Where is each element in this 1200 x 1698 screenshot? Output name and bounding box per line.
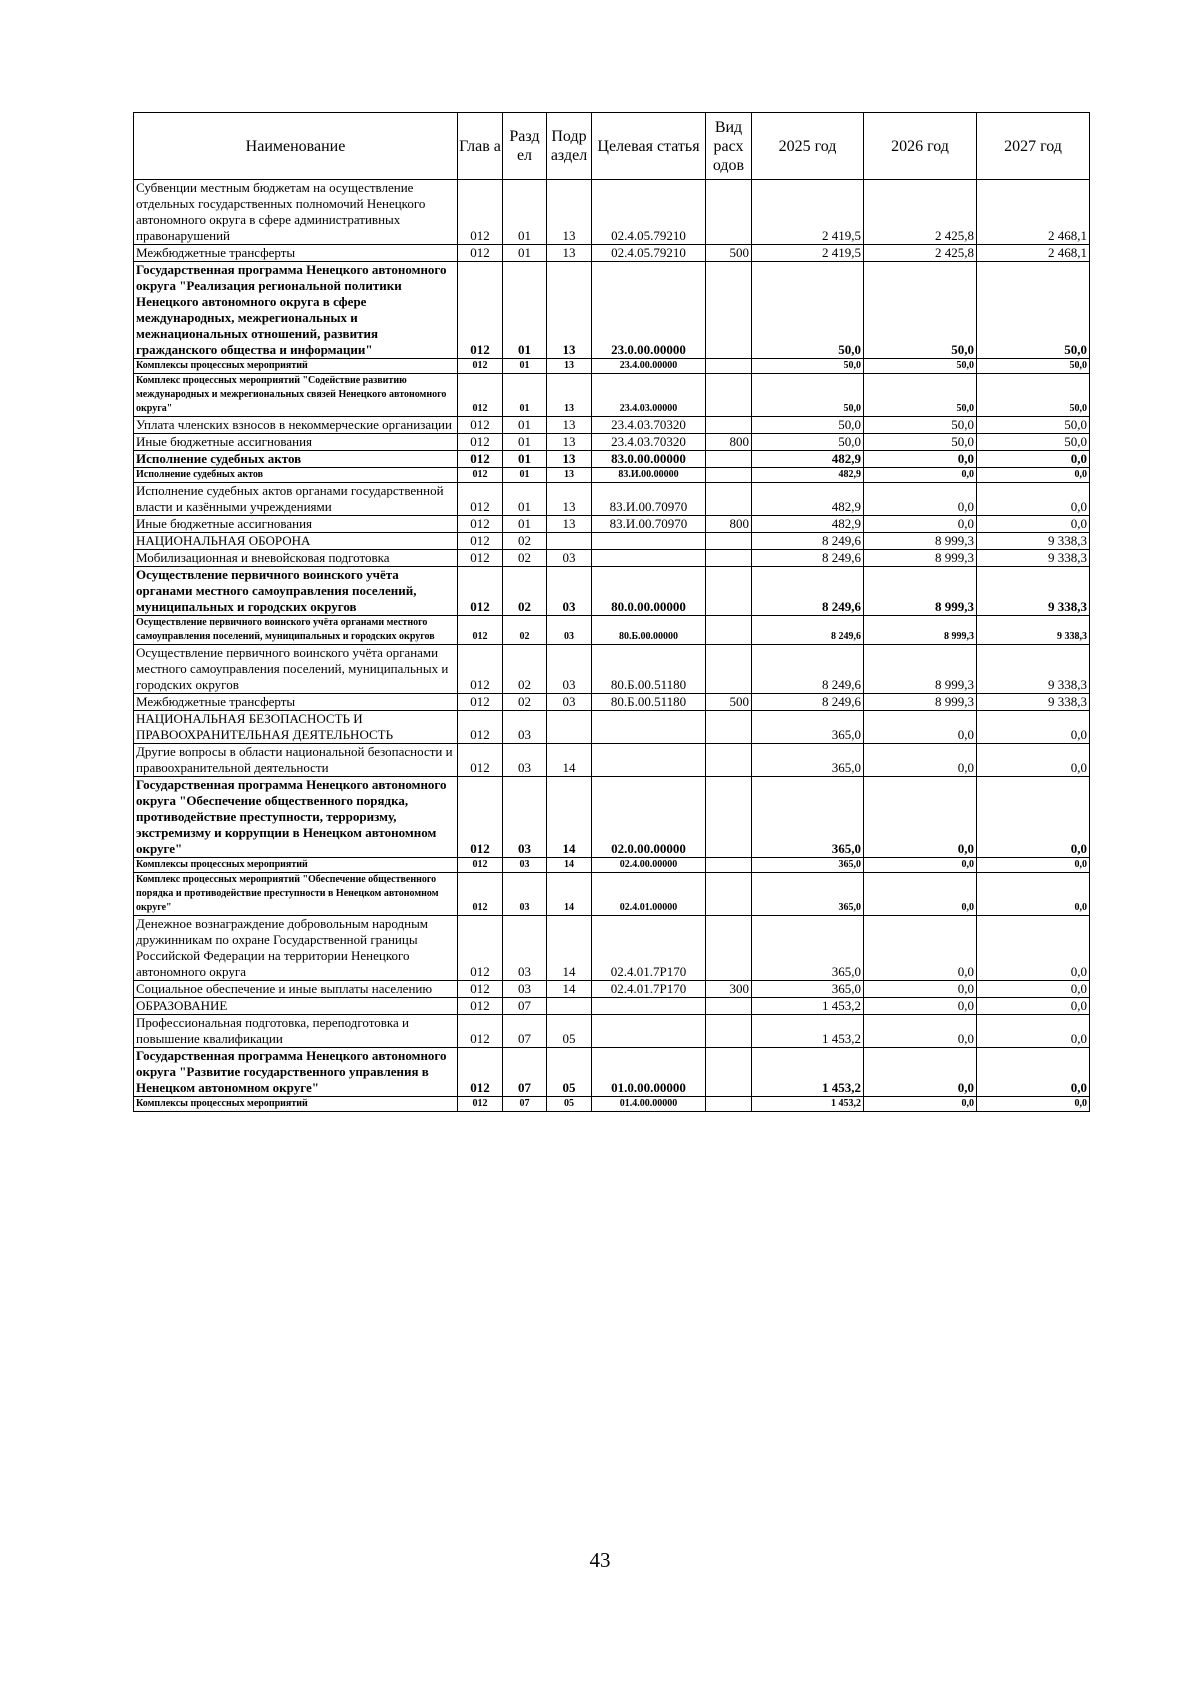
row-2026: 50,0 [864, 374, 977, 417]
row-2027: 0,0 [977, 1097, 1090, 1112]
row-2027: 0,0 [977, 981, 1090, 998]
row-2025: 365,0 [752, 711, 864, 744]
row-podrazdel [547, 998, 592, 1015]
table-row [134, 550, 1090, 567]
header-2026: 2026 год [864, 113, 977, 180]
row-razdel: 07 [503, 1015, 547, 1048]
row-2027: 9 338,3 [977, 694, 1090, 711]
row-razdel: 03 [503, 858, 547, 873]
row-2025: 8 249,6 [752, 567, 864, 616]
row-podrazdel: 03 [547, 645, 592, 694]
row-expense-type: 800 [706, 516, 752, 533]
row-expense-type: 500 [706, 245, 752, 262]
row-2026: 0,0 [864, 483, 977, 516]
row-razdel: 07 [503, 1048, 547, 1097]
row-2027: 0,0 [977, 1048, 1090, 1097]
row-podrazdel [547, 533, 592, 550]
row-razdel: 03 [503, 777, 547, 858]
row-2027: 9 338,3 [977, 645, 1090, 694]
row-razdel: 01 [503, 468, 547, 483]
row-name: Межбюджетные трансферты [134, 694, 458, 711]
row-podrazdel: 03 [547, 550, 592, 567]
row-expense-type [706, 359, 752, 374]
row-target-article: 02.4.01.7Р170 [592, 916, 706, 981]
row-2025: 8 249,6 [752, 533, 864, 550]
row-razdel: 03 [503, 873, 547, 916]
row-name: Уплата членских взносов в некоммерческие организации [134, 417, 458, 434]
row-target-article: 83.И.00.70970 [592, 483, 706, 516]
row-podrazdel: 03 [547, 616, 592, 645]
table-row [134, 434, 1090, 451]
row-glava: 012 [458, 645, 503, 694]
row-name: Государственная программа Ненецкого автономного округа "Развитие государственного управления в Ненецком автономном округе" [134, 1048, 458, 1097]
row-razdel: 01 [503, 451, 547, 468]
row-expense-type [706, 180, 752, 245]
table-row [134, 1048, 1090, 1097]
row-2026: 8 999,3 [864, 533, 977, 550]
row-2027: 0,0 [977, 873, 1090, 916]
row-target-article: 23.4.03.70320 [592, 434, 706, 451]
row-target-article: 02.4.00.00000 [592, 858, 706, 873]
row-2026: 0,0 [864, 777, 977, 858]
row-2026: 50,0 [864, 262, 977, 359]
table-row [134, 483, 1090, 516]
row-2027: 0,0 [977, 516, 1090, 533]
row-target-article: 83.И.00.70970 [592, 516, 706, 533]
row-name: Другие вопросы в области национальной безопасности и правоохранительной деятельности [134, 744, 458, 777]
row-glava: 012 [458, 468, 503, 483]
row-target-article: 23.4.03.00000 [592, 374, 706, 417]
row-name: Государственная программа Ненецкого автономного округа "Реализация региональной политики Ненецкого автономного округа в сфере международных, межрегиональных и межнациональных отношений, развития гражданского общества и информации" [134, 262, 458, 359]
row-glava: 012 [458, 711, 503, 744]
row-expense-type [706, 483, 752, 516]
row-name: Государственная программа Ненецкого автономного округа "Обеспечение общественного порядка, противодействие преступности, терроризму, экстремизму и коррупции в Ненецком автономном округе" [134, 777, 458, 858]
row-2027: 0,0 [977, 451, 1090, 468]
row-razdel: 01 [503, 359, 547, 374]
row-2026: 8 999,3 [864, 694, 977, 711]
table-row [134, 262, 1090, 359]
row-razdel: 01 [503, 516, 547, 533]
row-podrazdel: 14 [547, 744, 592, 777]
row-2026: 8 999,3 [864, 567, 977, 616]
row-expense-type: 500 [706, 694, 752, 711]
header-podrazdel: Подр аздел [547, 113, 592, 180]
page-number: 43 [589, 1548, 611, 1572]
row-glava: 012 [458, 451, 503, 468]
row-2025: 365,0 [752, 777, 864, 858]
budget-sheet [133, 112, 1089, 1112]
row-expense-type [706, 417, 752, 434]
row-2025: 365,0 [752, 744, 864, 777]
row-2027: 0,0 [977, 998, 1090, 1015]
table-row [134, 245, 1090, 262]
row-glava: 012 [458, 483, 503, 516]
row-name: ОБРАЗОВАНИЕ [134, 998, 458, 1015]
row-2025: 1 453,2 [752, 998, 864, 1015]
row-2026: 0,0 [864, 873, 977, 916]
row-2027: 50,0 [977, 417, 1090, 434]
row-2026: 0,0 [864, 981, 977, 998]
row-2027: 50,0 [977, 262, 1090, 359]
row-glava: 012 [458, 417, 503, 434]
row-podrazdel: 14 [547, 777, 592, 858]
row-2026: 2 425,8 [864, 245, 977, 262]
row-2027: 0,0 [977, 468, 1090, 483]
row-expense-type [706, 374, 752, 417]
row-target-article: 01.0.00.00000 [592, 1048, 706, 1097]
header-razdel: Разд ел [503, 113, 547, 180]
row-2025: 365,0 [752, 858, 864, 873]
row-podrazdel: 13 [547, 374, 592, 417]
table-row [134, 744, 1090, 777]
row-expense-type [706, 1097, 752, 1112]
row-2027: 0,0 [977, 777, 1090, 858]
row-expense-type [706, 858, 752, 873]
row-2025: 50,0 [752, 417, 864, 434]
row-2026: 0,0 [864, 858, 977, 873]
row-glava: 012 [458, 777, 503, 858]
table-row [134, 998, 1090, 1015]
row-2026: 0,0 [864, 1048, 977, 1097]
row-podrazdel: 13 [547, 468, 592, 483]
row-2027: 9 338,3 [977, 550, 1090, 567]
header-2027: 2027 год [977, 113, 1090, 180]
header-target-article: Целевая статья [592, 113, 706, 180]
row-podrazdel: 14 [547, 873, 592, 916]
row-expense-type [706, 916, 752, 981]
table-row [134, 451, 1090, 468]
row-target-article: 01.4.00.00000 [592, 1097, 706, 1112]
row-podrazdel: 13 [547, 180, 592, 245]
row-podrazdel: 13 [547, 451, 592, 468]
row-podrazdel: 05 [547, 1015, 592, 1048]
header-expense-type: Вид расх одов [706, 113, 752, 180]
table-row [134, 516, 1090, 533]
row-razdel: 01 [503, 262, 547, 359]
row-name: Комплексы процессных мероприятий [134, 858, 458, 873]
table-row [134, 359, 1090, 374]
row-2027: 0,0 [977, 744, 1090, 777]
row-podrazdel: 03 [547, 694, 592, 711]
row-name: Иные бюджетные ассигнования [134, 434, 458, 451]
row-expense-type [706, 645, 752, 694]
row-2025: 8 249,6 [752, 550, 864, 567]
row-name: Исполнение судебных актов органами государственной власти и казёнными учреждениями [134, 483, 458, 516]
row-razdel: 03 [503, 744, 547, 777]
row-2027: 50,0 [977, 374, 1090, 417]
row-glava: 012 [458, 858, 503, 873]
row-target-article: 02.4.01.7Р170 [592, 981, 706, 998]
row-2027: 50,0 [977, 359, 1090, 374]
budget-table [133, 112, 1090, 1112]
row-podrazdel: 14 [547, 981, 592, 998]
row-expense-type [706, 744, 752, 777]
table-row [134, 1015, 1090, 1048]
row-name: Комплексы процессных мероприятий [134, 1097, 458, 1112]
row-2025: 2 419,5 [752, 245, 864, 262]
row-razdel: 03 [503, 711, 547, 744]
row-2027: 0,0 [977, 858, 1090, 873]
row-name: Комплексы процессных мероприятий [134, 359, 458, 374]
row-razdel: 03 [503, 916, 547, 981]
row-2025: 1 453,2 [752, 1097, 864, 1112]
row-target-article: 02.4.01.00000 [592, 873, 706, 916]
row-2025: 8 249,6 [752, 645, 864, 694]
row-2026: 0,0 [864, 711, 977, 744]
table-row [134, 1097, 1090, 1112]
row-razdel: 02 [503, 567, 547, 616]
row-2025: 8 249,6 [752, 694, 864, 711]
table-body [134, 180, 1090, 1112]
row-expense-type [706, 616, 752, 645]
row-2026: 50,0 [864, 359, 977, 374]
row-name: НАЦИОНАЛЬНАЯ БЕЗОПАСНОСТЬ И ПРАВООХРАНИТЕЛЬНАЯ ДЕЯТЕЛЬНОСТЬ [134, 711, 458, 744]
row-2025: 1 453,2 [752, 1048, 864, 1097]
row-name: Социальное обеспечение и иные выплаты населению [134, 981, 458, 998]
row-2026: 8 999,3 [864, 550, 977, 567]
row-2026: 0,0 [864, 998, 977, 1015]
row-razdel: 01 [503, 180, 547, 245]
row-target-article: 23.4.03.70320 [592, 417, 706, 434]
row-expense-type [706, 1015, 752, 1048]
row-2027: 2 468,1 [977, 245, 1090, 262]
row-target-article: 83.0.00.00000 [592, 451, 706, 468]
row-name: НАЦИОНАЛЬНАЯ ОБОРОНА [134, 533, 458, 550]
row-name: Исполнение судебных актов [134, 451, 458, 468]
row-razdel: 01 [503, 417, 547, 434]
row-expense-type [706, 451, 752, 468]
row-expense-type [706, 1048, 752, 1097]
row-glava: 012 [458, 616, 503, 645]
row-2025: 482,9 [752, 468, 864, 483]
row-target-article: 80.Б.00.51180 [592, 645, 706, 694]
row-podrazdel: 13 [547, 483, 592, 516]
row-2025: 365,0 [752, 916, 864, 981]
row-name: Межбюджетные трансферты [134, 245, 458, 262]
table-row [134, 468, 1090, 483]
row-2025: 482,9 [752, 451, 864, 468]
row-2026: 8 999,3 [864, 616, 977, 645]
row-2027: 50,0 [977, 434, 1090, 451]
row-2026: 0,0 [864, 916, 977, 981]
table-row [134, 777, 1090, 858]
row-podrazdel: 13 [547, 434, 592, 451]
row-2025: 2 419,5 [752, 180, 864, 245]
row-2026: 0,0 [864, 744, 977, 777]
table-row [134, 180, 1090, 245]
row-podrazdel: 13 [547, 359, 592, 374]
row-glava: 012 [458, 567, 503, 616]
table-row [134, 858, 1090, 873]
row-expense-type [706, 873, 752, 916]
row-glava: 012 [458, 374, 503, 417]
row-2027: 9 338,3 [977, 533, 1090, 550]
row-razdel: 02 [503, 616, 547, 645]
row-razdel: 01 [503, 483, 547, 516]
row-target-article: 23.0.00.00000 [592, 262, 706, 359]
row-glava: 012 [458, 744, 503, 777]
row-glava: 012 [458, 1015, 503, 1048]
row-target-article: 80.Б.00.51180 [592, 694, 706, 711]
row-name: Исполнение судебных актов [134, 468, 458, 483]
row-2026: 2 425,8 [864, 180, 977, 245]
row-glava: 012 [458, 434, 503, 451]
row-name: Осуществление первичного воинского учёта органами местного самоуправления поселений, муниципальных и городских округов [134, 616, 458, 645]
table-row [134, 645, 1090, 694]
row-glava: 012 [458, 1048, 503, 1097]
header-2025: 2025 год [752, 113, 864, 180]
row-target-article: 02.4.05.79210 [592, 245, 706, 262]
row-podrazdel: 05 [547, 1097, 592, 1112]
row-glava: 012 [458, 694, 503, 711]
row-2026: 0,0 [864, 1097, 977, 1112]
row-razdel: 01 [503, 374, 547, 417]
row-2026: 50,0 [864, 434, 977, 451]
row-2025: 8 249,6 [752, 616, 864, 645]
header-glava: Глав а [458, 113, 503, 180]
table-row [134, 533, 1090, 550]
row-podrazdel: 13 [547, 245, 592, 262]
table-row [134, 694, 1090, 711]
row-name: Комплекс процессных мероприятий "Содействие развитию международных и межрегиональных связей Ненецкого автономного округа" [134, 374, 458, 417]
row-name: Осуществление первичного воинского учёта органами местного самоуправления поселений, муниципальных и городских округов [134, 567, 458, 616]
row-podrazdel: 14 [547, 916, 592, 981]
row-2025: 50,0 [752, 374, 864, 417]
row-target-article: 23.4.00.00000 [592, 359, 706, 374]
row-2026: 0,0 [864, 1015, 977, 1048]
row-expense-type [706, 468, 752, 483]
row-podrazdel: 03 [547, 567, 592, 616]
row-name: Мобилизационная и вневойсковая подготовка [134, 550, 458, 567]
row-2027: 0,0 [977, 916, 1090, 981]
row-podrazdel [547, 711, 592, 744]
row-name: Комплекс процессных мероприятий "Обеспечение общественного порядка и противодействие преступности в Ненецком автономном округе" [134, 873, 458, 916]
row-glava: 012 [458, 262, 503, 359]
row-razdel: 02 [503, 694, 547, 711]
table-row [134, 616, 1090, 645]
row-razdel: 07 [503, 998, 547, 1015]
row-expense-type [706, 567, 752, 616]
row-podrazdel: 13 [547, 417, 592, 434]
row-target-article: 80.0.00.00000 [592, 567, 706, 616]
row-2027: 0,0 [977, 711, 1090, 744]
row-2026: 8 999,3 [864, 645, 977, 694]
row-glava: 012 [458, 533, 503, 550]
row-2027: 0,0 [977, 483, 1090, 516]
row-2027: 9 338,3 [977, 567, 1090, 616]
row-name: Осуществление первичного воинского учёта органами местного самоуправления поселений, муниципальных и городских округов [134, 645, 458, 694]
table-row [134, 981, 1090, 998]
row-target-article: 02.4.05.79210 [592, 180, 706, 245]
row-podrazdel: 14 [547, 858, 592, 873]
row-2026: 0,0 [864, 451, 977, 468]
table-row [134, 711, 1090, 744]
row-razdel: 02 [503, 533, 547, 550]
row-glava: 012 [458, 998, 503, 1015]
row-target-article [592, 550, 706, 567]
table-row [134, 916, 1090, 981]
row-2025: 50,0 [752, 359, 864, 374]
row-glava: 012 [458, 1097, 503, 1112]
row-glava: 012 [458, 981, 503, 998]
row-podrazdel: 13 [547, 516, 592, 533]
row-expense-type [706, 550, 752, 567]
row-expense-type [706, 777, 752, 858]
table-row [134, 374, 1090, 417]
row-razdel: 01 [503, 434, 547, 451]
header-name: Наименование [134, 113, 458, 180]
table-row [134, 567, 1090, 616]
row-razdel: 07 [503, 1097, 547, 1112]
row-2026: 50,0 [864, 417, 977, 434]
row-glava: 012 [458, 873, 503, 916]
row-glava: 012 [458, 916, 503, 981]
row-2027: 0,0 [977, 1015, 1090, 1048]
row-target-article: 02.0.00.00000 [592, 777, 706, 858]
row-2027: 9 338,3 [977, 616, 1090, 645]
table-row [134, 873, 1090, 916]
row-name: Профессиональная подготовка, переподготовка и повышение квалификации [134, 1015, 458, 1048]
row-expense-type: 800 [706, 434, 752, 451]
row-2025: 482,9 [752, 483, 864, 516]
row-expense-type [706, 998, 752, 1015]
row-2026: 0,0 [864, 516, 977, 533]
row-podrazdel: 13 [547, 262, 592, 359]
table-header-row [134, 113, 1090, 180]
row-name: Субвенции местным бюджетам на осуществление отдельных государственных полномочий Ненецкого автономного округа в сфере административных правонарушений [134, 180, 458, 245]
row-name: Иные бюджетные ассигнования [134, 516, 458, 533]
row-target-article [592, 998, 706, 1015]
row-2025: 50,0 [752, 434, 864, 451]
row-podrazdel: 05 [547, 1048, 592, 1097]
row-expense-type [706, 711, 752, 744]
row-expense-type: 300 [706, 981, 752, 998]
row-glava: 012 [458, 516, 503, 533]
row-target-article [592, 1015, 706, 1048]
row-2027: 2 468,1 [977, 180, 1090, 245]
row-razdel: 02 [503, 645, 547, 694]
row-2025: 482,9 [752, 516, 864, 533]
row-2025: 365,0 [752, 873, 864, 916]
row-razdel: 02 [503, 550, 547, 567]
row-target-article [592, 744, 706, 777]
row-expense-type [706, 533, 752, 550]
row-target-article [592, 711, 706, 744]
row-2025: 1 453,2 [752, 1015, 864, 1048]
row-target-article: 80.Б.00.00000 [592, 616, 706, 645]
row-glava: 012 [458, 359, 503, 374]
row-2025: 50,0 [752, 262, 864, 359]
row-razdel: 03 [503, 981, 547, 998]
row-name: Денежное вознаграждение добровольным народным дружинникам по охране Государственной границы Российской Федерации на территории Ненецкого автономного округа [134, 916, 458, 981]
table-row [134, 417, 1090, 434]
row-glava: 012 [458, 550, 503, 567]
row-2026: 0,0 [864, 468, 977, 483]
row-glava: 012 [458, 245, 503, 262]
row-expense-type [706, 262, 752, 359]
row-target-article [592, 533, 706, 550]
row-target-article: 83.И.00.00000 [592, 468, 706, 483]
row-razdel: 01 [503, 245, 547, 262]
row-2025: 365,0 [752, 981, 864, 998]
row-glava: 012 [458, 180, 503, 245]
